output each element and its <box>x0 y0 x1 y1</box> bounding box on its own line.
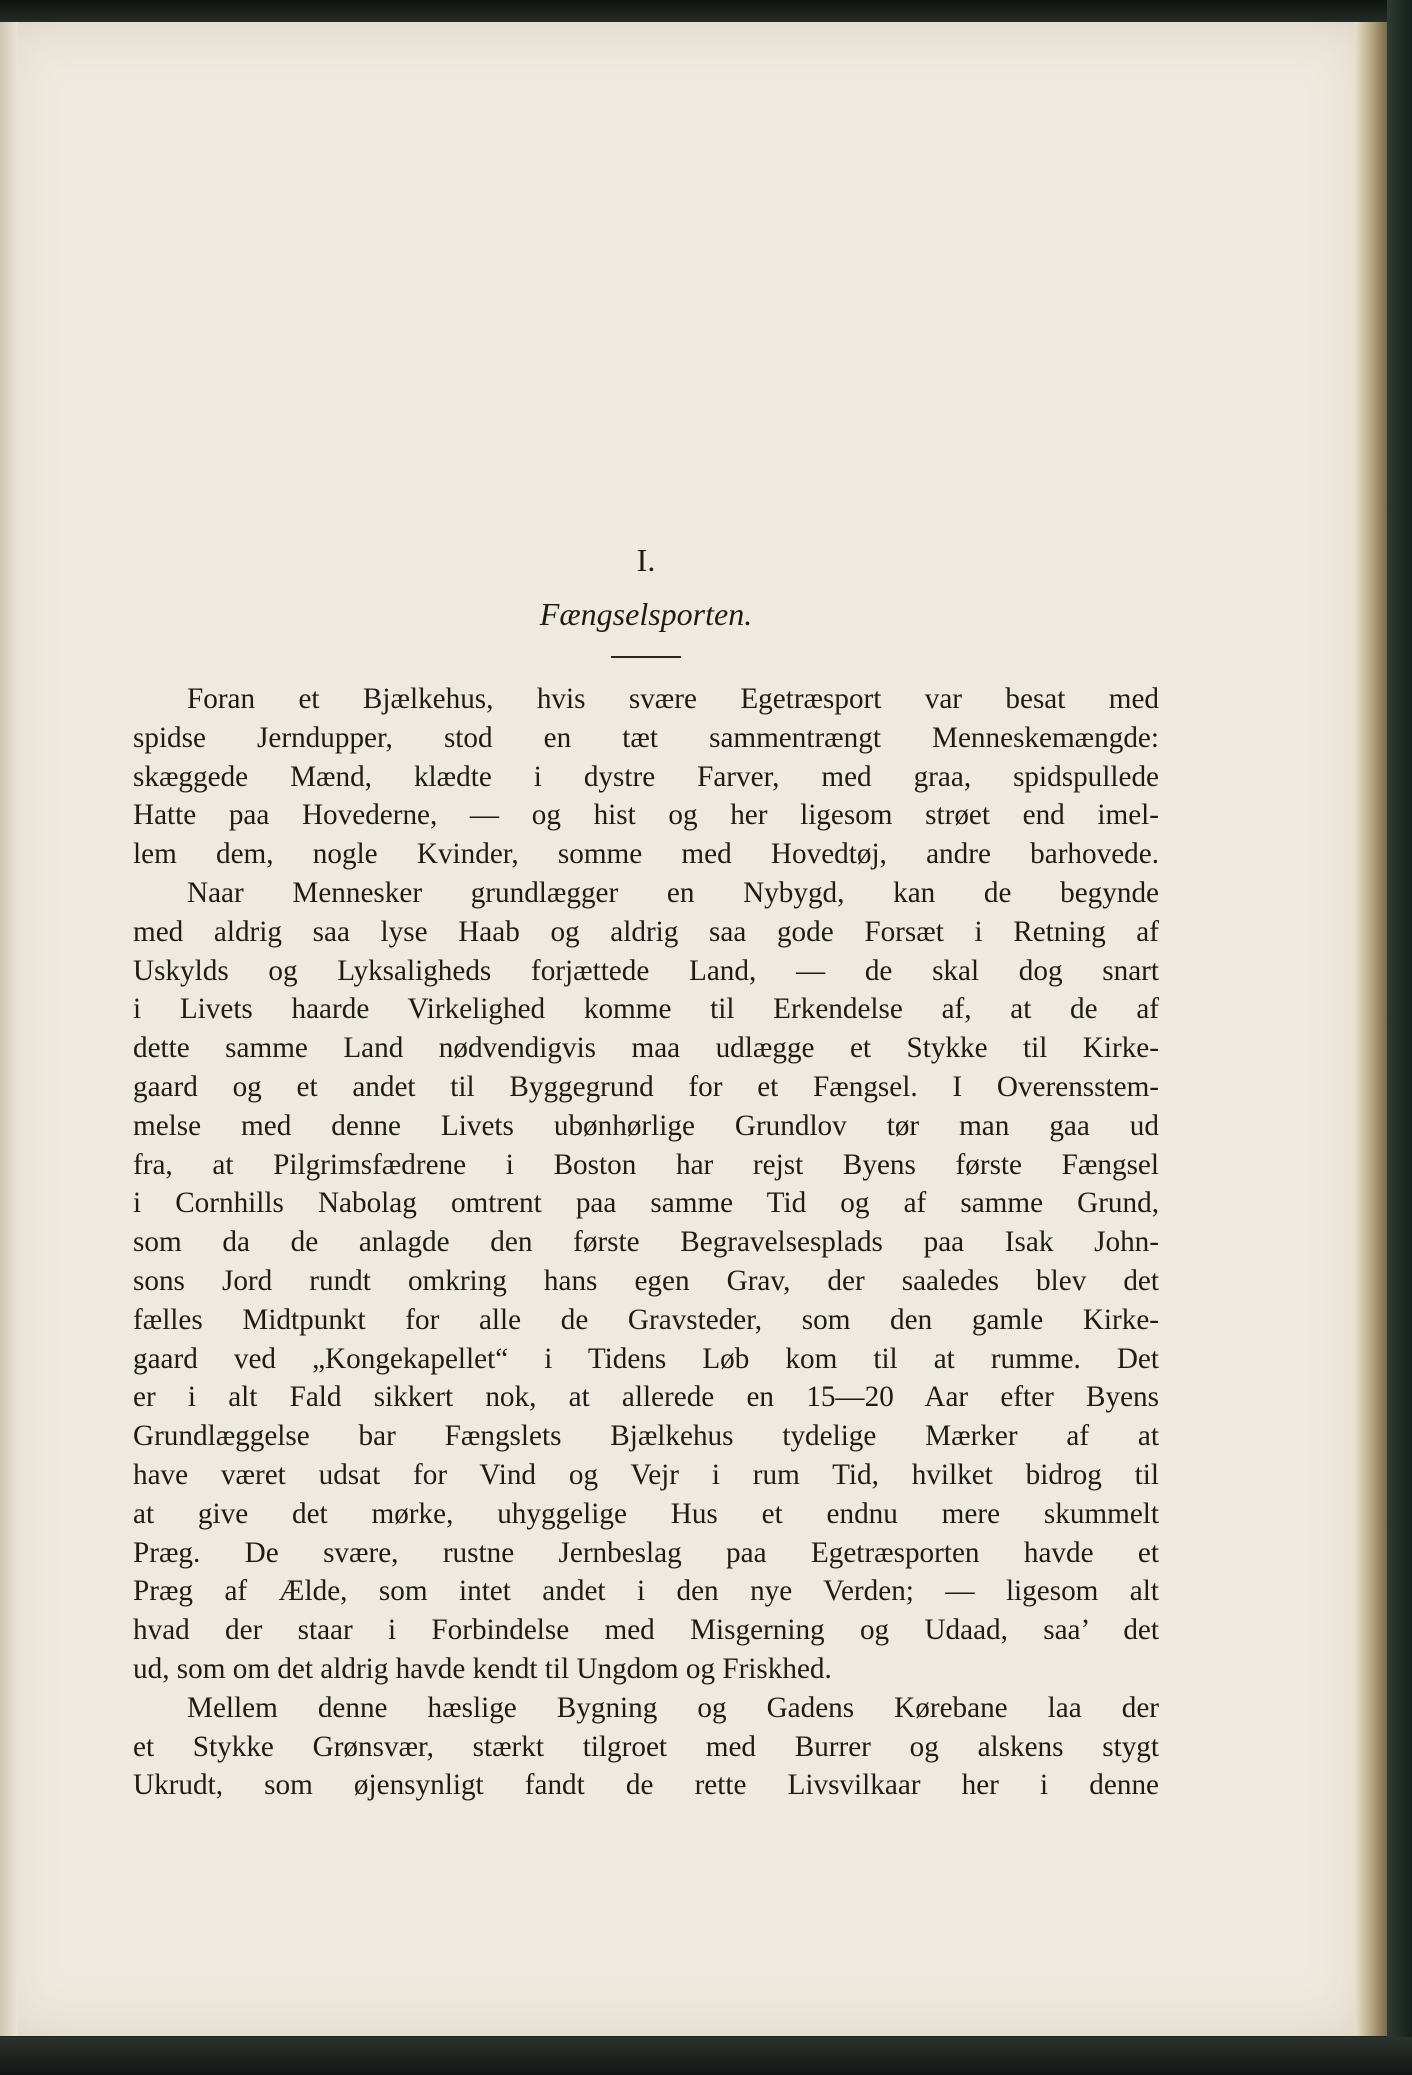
text-line: have været udsat for Vind og Vejr i rum Tid, hvilket bidrog til <box>133 1458 1159 1491</box>
text-line: spidse Jerndupper, stod en tæt sammentrængt Menneskemængde: <box>133 721 1159 754</box>
paragraph-2 <box>133 874 1159 1689</box>
text-line: Uskylds og Lyksaligheds forjættede Land, — de skal dog snart <box>133 954 1159 987</box>
text-line: i Cornhills Nabolag omtrent paa samme Tid og af samme Grund, <box>133 1187 1159 1220</box>
text-line: gaard og et andet til Byggegrund for et Fængsel. I Overensstem- <box>133 1070 1159 1103</box>
text-line: skæggede Mænd, klædte i dystre Farver, med graa, spidspullede <box>133 760 1159 793</box>
text-line: dette samme Land nødvendigvis maa udlægge et Stykke til Kirke- <box>133 1032 1159 1065</box>
scan-background-bottom <box>0 2037 1412 2075</box>
text-line: ud, som om det aldrig havde kendt til Ungdom og Friskhed. <box>133 1652 832 1685</box>
text-line: sons Jord rundt omkring hans egen Grav, der saaledes blev det <box>133 1264 1159 1297</box>
text-line: Foran et Bjælkehus, hvis svære Egetræsport var besat med <box>187 683 1159 715</box>
paragraph-3 <box>133 1689 1159 1805</box>
book-cover-edge <box>1387 0 1412 2075</box>
text-line: med aldrig saa lyse Haab og aldrig saa gode Forsæt i Retning af <box>133 915 1159 948</box>
text-line: gaard ved „Kongekapellet“ i Tidens Løb kom til at rumme. Det <box>133 1342 1159 1375</box>
chapter-number: I. <box>636 542 656 578</box>
chapter-title: Fængselsporten. <box>539 596 753 632</box>
text-line: Hatte paa Hovederne, — og hist og her ligesom strøet end imel- <box>133 799 1159 832</box>
text-line: hvad der staar i Forbindelse med Misgerning og Udaad, saa’ det <box>133 1614 1159 1647</box>
text-line: Mellem denne hæslige Bygning og Gadens Kørebane laa der <box>187 1691 1159 1724</box>
text-line: i Livets haarde Virkelighed komme til Erkendelse af, at de af <box>133 993 1159 1026</box>
text-line: et Stykke Grønsvær, stærkt tilgroet med Burrer og alskens stygt <box>133 1730 1159 1763</box>
text-line: fælles Midtpunkt for alle de Gravsteder, som den gamle Kirke- <box>133 1303 1159 1336</box>
text-line: Præg. De svære, rustne Jernbeslag paa Egetræsporten havde et <box>133 1536 1159 1569</box>
text-line: melse med denne Livets ubønhørlige Grundlov tør man gaa ud <box>133 1109 1159 1142</box>
text-line: som da de anlagde den første Begravelsesplads paa Isak John- <box>133 1226 1159 1259</box>
page-left-edge <box>0 22 18 2036</box>
paragraph-1 <box>133 680 1159 874</box>
text-line: at give det mørke, uhyggelige Hus et endnu mere skummelt <box>133 1497 1159 1530</box>
text-line: Naar Mennesker grundlægger en Nybygd, kan de begynde <box>187 876 1159 909</box>
book-gutter <box>1355 22 1387 2036</box>
title-divider <box>611 656 681 658</box>
text-line: er i alt Fald sikkert nok, at allerede en 15—20 Aar efter Byens <box>133 1381 1159 1414</box>
text-line: lem dem, nogle Kvinder, somme med Hovedtøj, andre barhovede. <box>133 838 1159 871</box>
text-line: Præg af Ælde, som intet andet i den nye Verden; — ligesom alt <box>133 1575 1159 1608</box>
text-line: Grundlæggelse bar Fængslets Bjælkehus tydelige Mærker af at <box>133 1420 1159 1453</box>
text-line: fra, at Pilgrimsfædrene i Boston har rejst Byens første Fængsel <box>133 1148 1159 1181</box>
text-line: Ukrudt, som øjensynligt fandt de rette Livsvilkaar her i denne <box>133 1769 1159 1802</box>
page-text-block <box>133 540 1159 1805</box>
